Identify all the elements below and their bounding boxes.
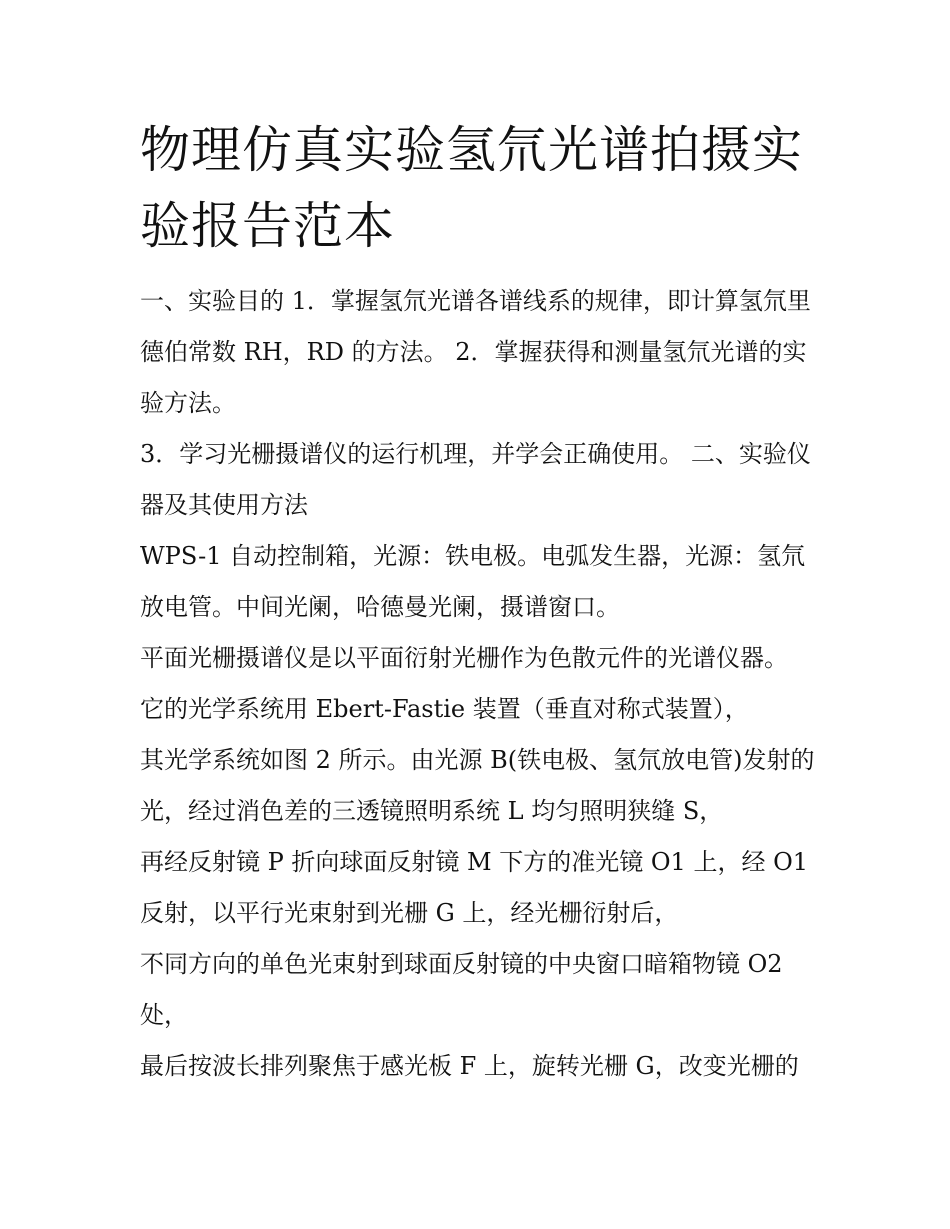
document-body — [140, 276, 820, 1092]
paragraph-reflection: 再经反射镜 P 折向球面反射镜 M 下方的准光镜 O1 上，经 O1 反射，以平行光束射到光栅 G 上，经光栅衍射后， — [140, 848, 809, 927]
document-title: 物理仿真实验氢氘光谱拍摄实验报告范本 — [140, 121, 803, 255]
paragraph-objectives: 一、实验目的 1．掌握氢氘光谱各谱线系的规律，即计算氢氘里德伯常数 RH，RD 的方法。 2．掌握获得和测量氢氘光谱的实验方法。 — [140, 287, 811, 417]
paragraph-light-source: 其光学系统如图 2 所示。由光源 B(铁电极、氢氘放电管)发射的光，经过消色差的三透镜照明系统 L 均匀照明狭缝 S， — [140, 746, 815, 825]
paragraph-monochromatic-beams: 不同方向的单色光束射到球面反射镜的中央窗口暗箱物镜 O2 处， — [140, 950, 783, 1029]
paragraph-equipment: WPS-1 自动控制箱，光源：铁电极。电弧发生器，光源：氢氘放电管。中间光阑，哈德曼光阑，摄谱窗口。 — [140, 542, 806, 621]
paragraph-optical-system: 它的光学系统用 Ebert-Fastie 装置（垂直对称式装置）， — [140, 695, 749, 723]
paragraph-focusing: 最后按波长排列聚焦于感光板 F 上，旋转光栅 G，改变光栅的 — [140, 1052, 799, 1080]
paragraph-spectrograph-usage: 3．学习光栅摄谱仪的运行机理，并学会正确使用。 二、实验仪器及其使用方法 — [140, 440, 811, 519]
paragraph-grating-spectrograph: 平面光栅摄谱仪是以平面衍射光栅作为色散元件的光谱仪器。 — [140, 644, 788, 672]
